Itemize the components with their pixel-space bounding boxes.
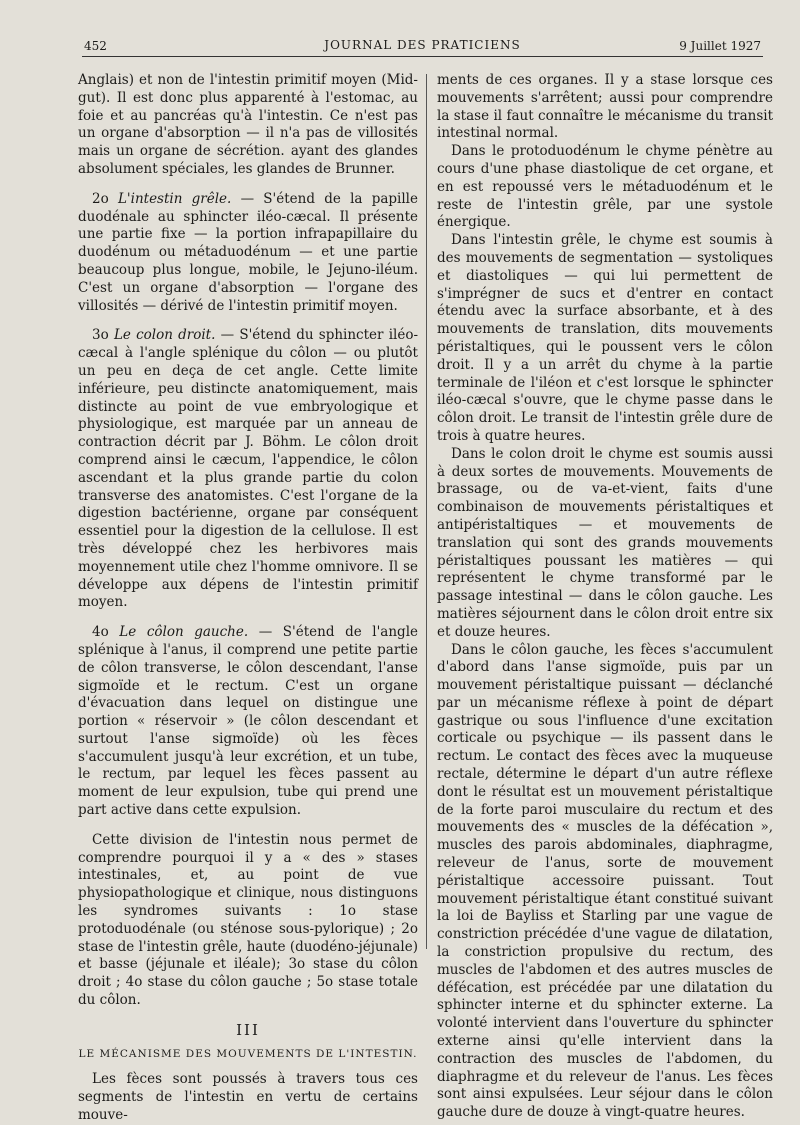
item-number: 2o (92, 190, 109, 207)
paragraph: Dans le colon droit le chyme est soumis aussi à deux sortes de mouvements. Mouvements de brassage, ou de va-et-vient, faits d'une combinaison de mouvements péristaltiques et antipéristaltiques — et mouvements de translation qui sont des grands mouvements péristaltiques poussant les matières — qui représentent le chyme transformé par le passage intestinal — dans le côlon gauche. Les matières séjournent dans le côlon droit entre six et douze heures. (437, 445, 773, 640)
paragraph: ments de ces organes. Il y a stase lorsque ces mouvements s'arrêtent; aussi pour comprendre la stase il faut connaître le mécanisme du transit intestinal normal. (437, 72, 773, 142)
issue-date: 9 Juillet 1927 (679, 39, 761, 53)
paragraph: Dans le protoduodénum le chyme pénètre au cours d'une phase diastolique de cet organe, et en est repoussé vers le métaduodénum et le reste de l'intestin grêle, par une systole énergique. (437, 143, 773, 231)
paragraph: Cette division de l'intestin nous permet de comprendre pourquoi il y a « des » stases intestinales, et, au point de vue physiopathologique et clinique, nous distinguons les syndromes suivants : 1o stase protoduodénale (ou sténose sous-pylorique) ; 2o stase de l'intestin grêle, haute (duodéno-jéjunale) et basse (jéjunale et iléale); 3o stase du côlon droit ; 4o stase du côlon gauche ; 5o stase totale du côlon. (78, 831, 418, 1009)
item-text: — S'étend de la papille duodénale au sphincter iléo-cæcal. Il présente une partie fixe — la portion infrapapillaire du duodénum ou métaduodénum — et une partie beaucoup plus longue, mobile, le Jejuno-iléum. C'est un organe d'absorption — l'organe des villosités — dérivé de l'intestin primitif moyen. (78, 190, 418, 314)
item-title: Le côlon gauche. (119, 624, 249, 641)
left-column (78, 72, 419, 1124)
item-number: 4o (92, 624, 109, 641)
paragraph (78, 624, 418, 820)
section-title: LE MÉCANISME DES MOUVEMENTS DE L'INTESTIN. (78, 1047, 418, 1060)
journal-title: JOURNAL DES PRATICIENS (324, 38, 521, 52)
page-number: 452 (84, 39, 107, 53)
column-rule (426, 74, 427, 949)
item-number: 3o (92, 327, 109, 344)
right-column (437, 72, 773, 1121)
item-title: Le colon droit. (113, 327, 216, 344)
running-header (82, 36, 763, 57)
paragraph: Les fèces sont poussés à travers tous ces segments de l'intestin en vertu de certains mouve- (78, 1071, 418, 1124)
paragraph (78, 191, 418, 316)
paragraph: Dans l'intestin grêle, le chyme est soumis à des mouvements de segmentation — systoliques et diastoliques — qui lui permettent de s'imprégner de sucs et d'entrer en contact étendu avec la surface absorbante, et à des mouvements de translation, dits mouvements péristaltiques, qui le poussent vers le côlon droit. Il y a un arrêt du chyme à la partie terminale de l'iléon et c'est lorsque le sphincter iléo-cæcal s'ouvre, que le chyme passe dans le côlon droit. Le transit de l'intestin grêle dure de trois à quatre heures. (437, 232, 773, 444)
item-title: L'intestin grêle. (117, 190, 232, 207)
paragraph: Anglais) et non de l'intestin primitif moyen (Mid-gut). Il est donc plus apparenté à l'estomac, au foie et au pancréas qu'à l'intestin. Ce n'est pas un organe d'absorption — il n'a pas de villosités mais un organe de sécrétion. ayant des glandes absolument spéciales, les glandes de Brunner. (78, 72, 418, 177)
paragraph: Dans le côlon gauche, les fèces s'accumulent d'abord dans l'anse sigmoïde, puis par un mouvement péristaltique puissant — déclanché par un mécanisme réflexe à point de départ gastrique ou sous l'influence d'une excitation corticale ou psychique — ils passent dans le rectum. Le contact des fèces avec la muqueuse rectale, détermine le départ d'un autre réflexe dont le résultat est un mouvement péristaltique de la forte paroi musculaire du rectum et des mouvements des « muscles de la défécation », muscles des parois abdominales, diaphragme, releveur de l'anus, sorte de mouvement péristaltique accessoire puissant. Tout mouvement péristaltique étant constitué suivant la loi de Bayliss et Starling par une vague de constriction précédée d'une vague de dilatation, la constriction propulsive du rectum, des muscles de l'abdomen et des autres muscles de défécation, est précédée par une dilatation du sphincter interne et du sphincter externe. La volonté intervient dans l'ouverture du sphincter externe ainsi qu'elle intervient dans la contraction des muscles de l'abdomen, du diaphragme et du releveur de l'anus. Les fèces sont ainsi expulsées. Leur séjour dans le côlon gauche dure de douze à vingt-quatre heures. (437, 641, 773, 1121)
section-number: III (236, 1020, 260, 1039)
item-text: — S'étend du sphincter iléo-cæcal à l'angle splénique du côlon — ou plutôt un peu en deça de cet angle. Cette limite inférieure, peu distincte anatomiquement, mais distincte au point de vue embryologique et physiologique, est marquée par un anneau de contraction décrit par J. Böhm. Le côlon droit comprend ainsi le cæcum, l'appendice, le côlon ascendant et la plus grande partie du colon transverse des anatomistes. C'est l'organe de la digestion bactérienne, organe par conséquent essentiel pour la digestion de la cellulose. Il est très développé chez les herbivores mais moyennement utile chez l'homme omnivore. Il se développe aux dépens de l'intestin primitif moyen. (78, 327, 419, 611)
paragraph (78, 327, 418, 612)
item-text: — S'étend de l'angle splénique à l'anus, il comprend une petite partie de côlon transverse, le côlon descendant, l'anse sigmoïde et le rectum. C'est un organe d'évacuation dans lequel on distingue une portion « réservoir » (le côlon descendant et surtout l'anse sigmoïde) où les fèces s'accumulent jusqu'à leur excrétion, et un tube, le rectum, par lequel les fèces passent au moment de leur expulsion, tube qui prend une part active dans cette expulsion. (78, 624, 418, 819)
